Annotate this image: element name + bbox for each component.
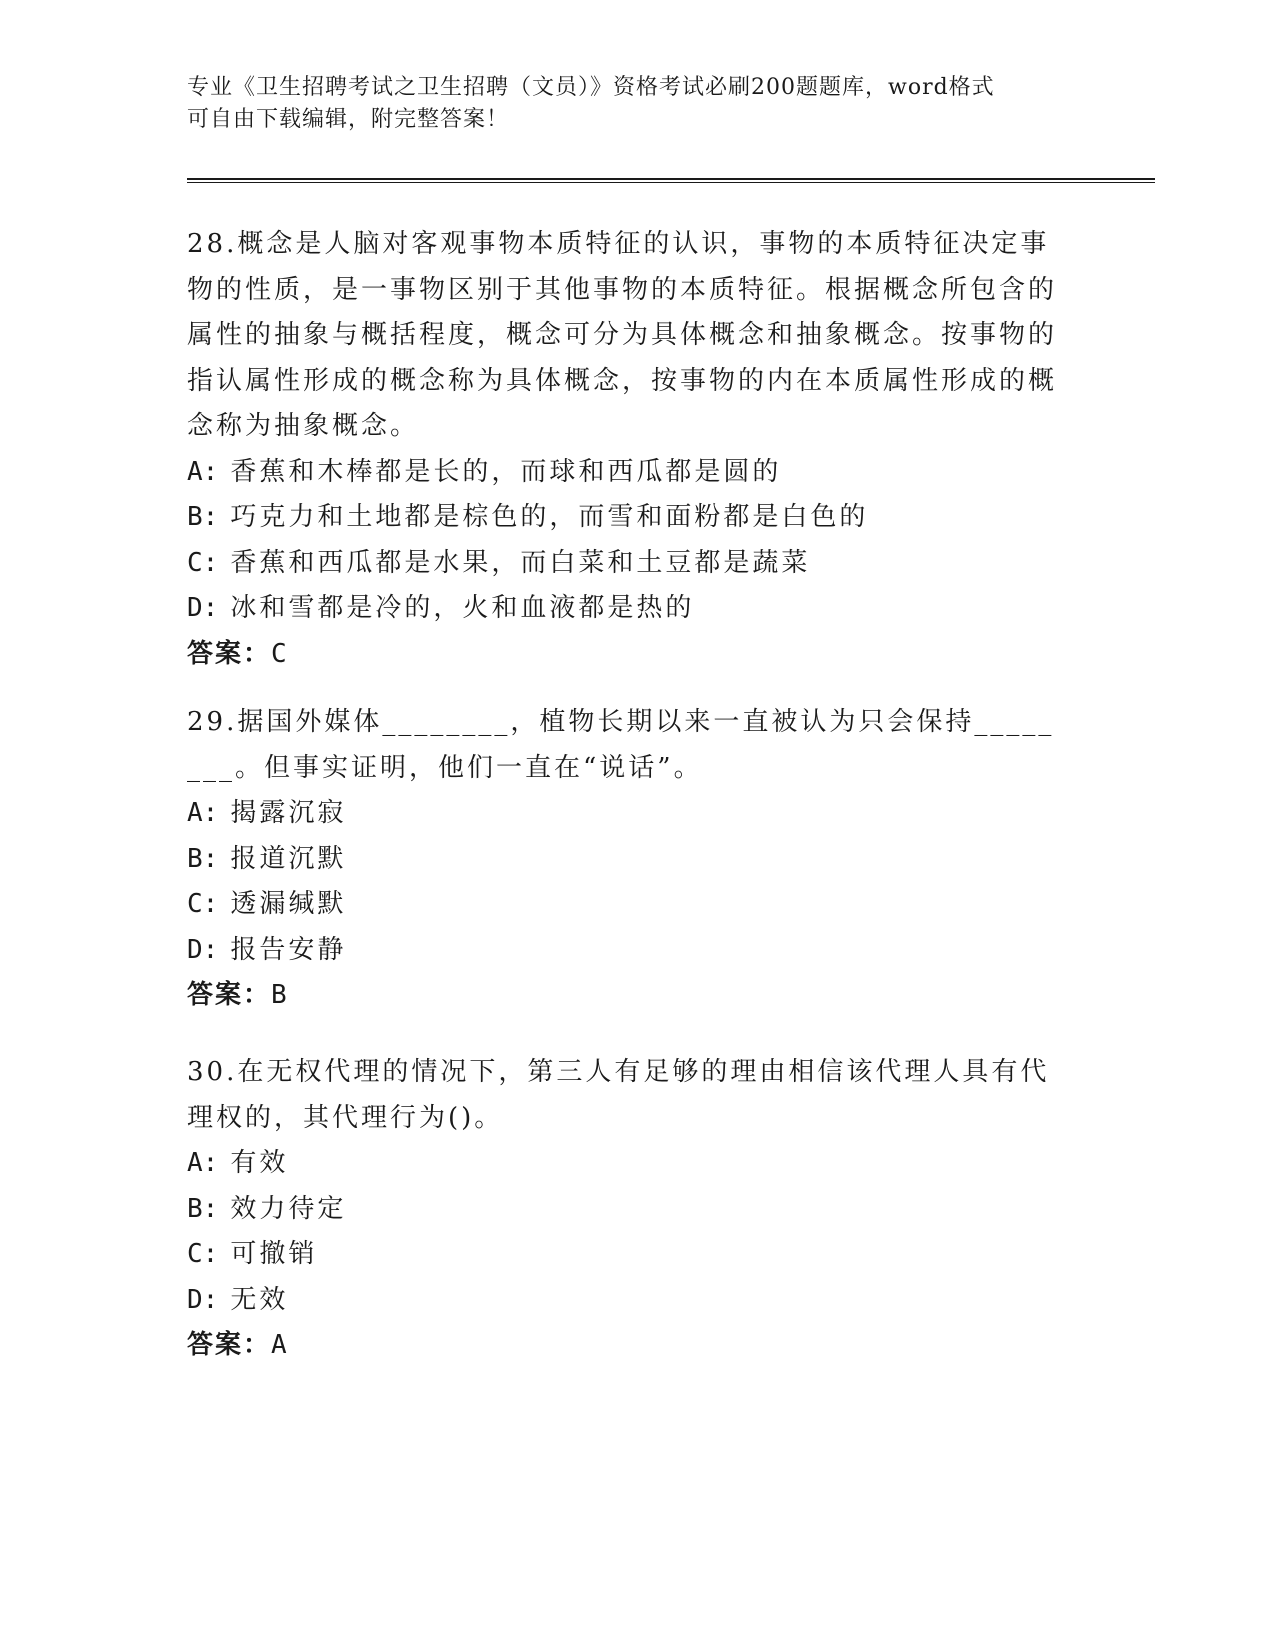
option-text: 冰和雪都是冷的，火和血液都是热的 (230, 593, 695, 623)
question-stem: 28.概念是人脑对客观事物本质特征的认识，事物的本质特征决定事物的性质，是一事物区别于其他事物的本质特征。根据概念所包含的属性的抽象与概括程度，概念可分为具体概念和抽象概念。按事物的指认属性形成的概念称为具体概念，按事物的内在本质属性形成的概念称为抽象概念。 (187, 229, 1058, 441)
question-28 (187, 222, 1067, 677)
option-letter: B (187, 502, 203, 532)
header-line-2: 可自由下载编辑，附完整答案！ (187, 107, 510, 132)
header-line-1: 专业《卫生招聘考试之卫生招聘（文员）》资格考试必刷200题题库，word格式 (187, 75, 995, 100)
option-letter: D (187, 934, 203, 965)
option-b (187, 495, 1067, 541)
option-text: 有效 (230, 1148, 289, 1178)
option-d (187, 586, 1067, 632)
document-header (187, 72, 1067, 136)
option-separator: : (202, 1193, 219, 1224)
option-separator: : (202, 502, 219, 532)
option-d (187, 1278, 1067, 1324)
option-text: 香蕉和木棒都是长的，而球和西瓜都是圆的 (230, 456, 782, 487)
option-separator: : (202, 456, 219, 487)
option-b (187, 837, 1067, 883)
question-stem: 29.据国外媒体________，植物长期以来一直被认为只会保持________。但事实证明，他们一直在“说话”。 (187, 707, 1055, 783)
question-30 (187, 1050, 1067, 1369)
option-text: 巧克力和土地都是棕色的，而雪和面粉都是白色的 (230, 502, 869, 532)
answer-line (187, 1323, 1067, 1369)
option-letter: A (187, 798, 203, 828)
option-text: 报告安静 (230, 934, 347, 965)
option-c (187, 1232, 1067, 1278)
option-b (187, 1187, 1067, 1233)
option-text: 香蕉和西瓜都是水果，而白菜和土豆都是蔬菜 (230, 547, 811, 578)
option-separator: : (202, 1148, 219, 1178)
question-stem: 30.在无权代理的情况下，第三人有足够的理由相信该代理人具有代理权的，其代理行为()。 (187, 1057, 1050, 1133)
option-letter: A (187, 1148, 203, 1178)
option-a (187, 450, 1067, 496)
option-separator: : (202, 889, 219, 919)
option-c (187, 541, 1067, 587)
option-a (187, 1141, 1067, 1187)
option-text: 揭露沉寂 (230, 798, 347, 828)
option-letter: B (187, 843, 203, 874)
option-separator: : (202, 798, 219, 828)
answer-label: 答案： (187, 638, 272, 669)
option-separator: : (202, 1239, 219, 1269)
option-a (187, 791, 1067, 837)
option-letter: A (187, 456, 203, 487)
option-text: 无效 (230, 1284, 289, 1315)
option-separator: : (202, 593, 219, 623)
answer-label: 答案： (187, 980, 272, 1010)
answer-value: B (271, 980, 289, 1010)
option-letter: D (187, 593, 203, 623)
option-letter: C (187, 547, 203, 578)
option-c (187, 882, 1067, 928)
option-separator: : (202, 547, 219, 578)
option-separator: : (202, 934, 219, 965)
answer-label: 答案： (187, 1330, 272, 1360)
option-letter: C (187, 889, 203, 919)
option-text: 效力待定 (230, 1193, 347, 1224)
answer-value: A (271, 1330, 289, 1360)
option-separator: : (202, 1284, 219, 1315)
option-letter: C (187, 1239, 203, 1269)
question-29 (187, 700, 1067, 1019)
header-divider (187, 178, 1155, 183)
answer-value: C (271, 638, 289, 669)
option-d (187, 928, 1067, 974)
option-text: 报道沉默 (230, 843, 347, 874)
answer-line (187, 632, 1067, 678)
answer-line (187, 973, 1067, 1019)
option-text: 透漏缄默 (230, 889, 347, 919)
option-separator: : (202, 843, 219, 874)
option-letter: D (187, 1284, 203, 1315)
option-text: 可撤销 (230, 1239, 318, 1269)
option-letter: B (187, 1193, 203, 1224)
